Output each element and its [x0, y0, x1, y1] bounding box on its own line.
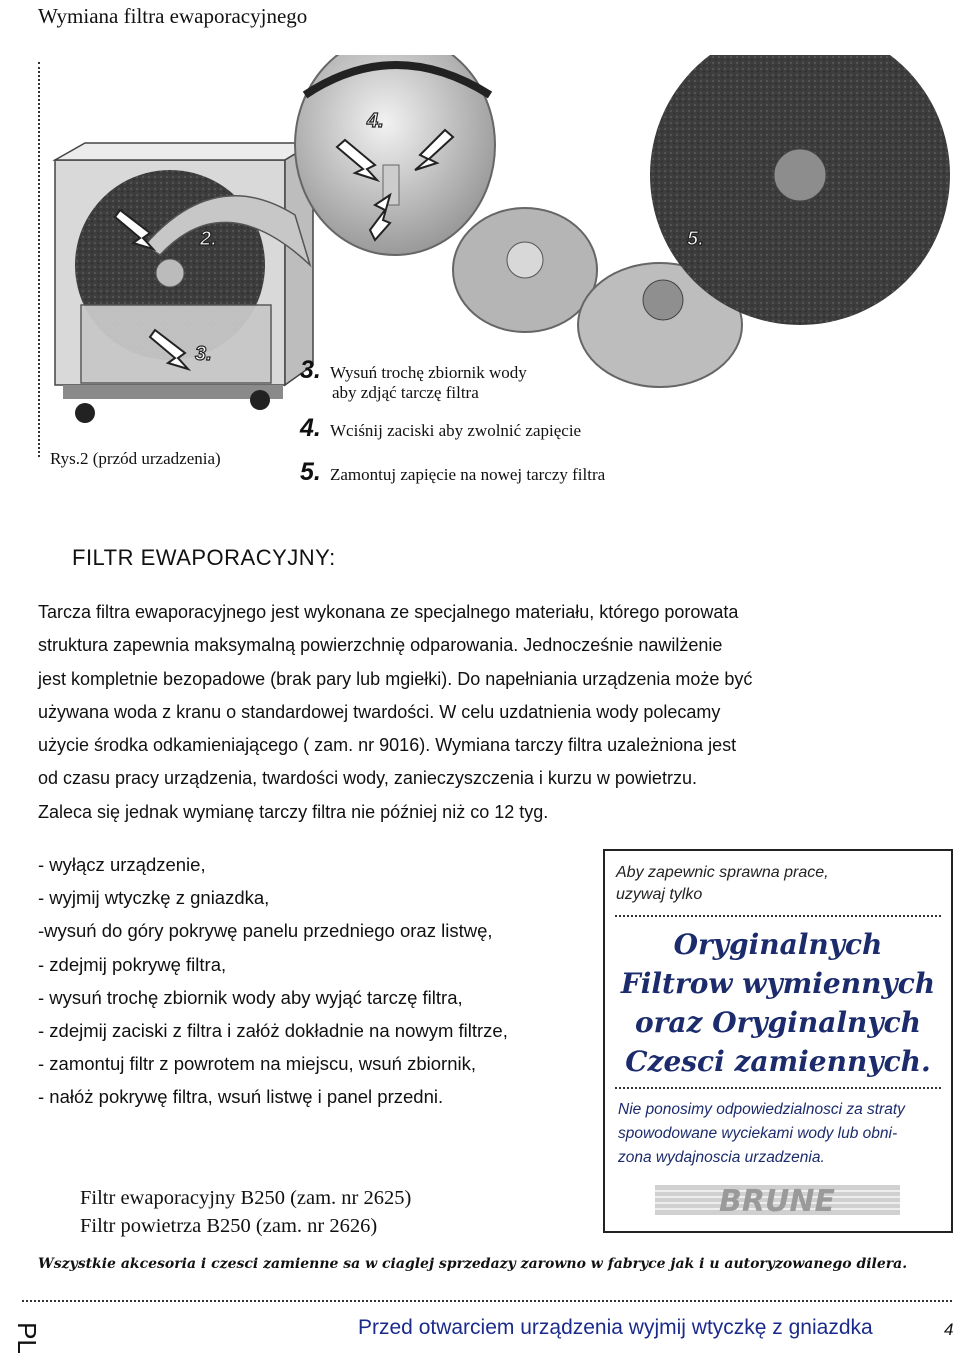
humidifier-body — [55, 143, 313, 423]
filter-order-numbers — [80, 1184, 411, 1240]
accessories-note: Wszystkie akcesoria i czesci zamienne sa w ciaglej sprzedazy zarowno w fabryce jak i u autoryzowanego dilera. — [38, 1256, 908, 1272]
filter-line: Filtr ewaporacyjny B250 (zam. nr 2625) — [80, 1187, 412, 1209]
step-3 — [300, 356, 527, 385]
brune-logo — [655, 1181, 900, 1219]
page-number: 4 — [944, 1320, 954, 1339]
list-item: - wyjmij wtyczkę z gniazdka, — [38, 887, 270, 909]
notice-intro: Aby zapewnic sprawna prace, uzywaj tylko — [616, 864, 829, 903]
paragraph-line: jest kompletnie bezopadowe (brak pary lub mgiełki). Do napełniania urządzenia może być — [38, 668, 753, 689]
original-parts-notice — [603, 849, 953, 1233]
step-text: Wysuń trochę zbiornik wody — [330, 363, 527, 382]
step-text: Wciśnij zaciski aby zwolnić zapięcie — [330, 421, 582, 440]
notice-disclaimer: Nie ponosimy odpowiedzialnosci za straty spowodowane wyciekami wody lub obni- zona wydajnoscia urzadzenia. — [618, 1101, 905, 1166]
step-3-continued: aby zdjąć tarczę filtra — [332, 383, 479, 402]
section-heading: FILTR EWAPORACYJNY: — [72, 545, 336, 570]
filter-replacement-illustration — [45, 55, 955, 445]
language-tag: PL — [12, 1322, 42, 1354]
step-5 — [300, 458, 605, 487]
notice-divider — [615, 1087, 941, 1089]
logo-text: BRUNE — [719, 1184, 835, 1219]
step-4 — [300, 414, 581, 443]
list-item: - wysuń trochę zbiornik wody aby wyjąć tarczę filtra, — [38, 986, 463, 1008]
paragraph-line: Zaleca się jednak wymianę tarczy filtra nie później niż co 12 tyg. — [38, 801, 549, 822]
step-text: Zamontuj zapięcie na nowej tarczy filtra — [330, 465, 606, 484]
figure-label-5: 5. — [687, 228, 704, 250]
step-text: Zdejmij pokrywę filtra — [82, 99, 237, 118]
footer-dotted-rule — [22, 1300, 952, 1302]
list-item: - zdejmij pokrywę filtra, — [38, 953, 227, 975]
notice-headline: Oryginalnych Filtrow wymiennych oraz Oryginalnych Czesci zamiennych. — [620, 928, 936, 1078]
figure-caption: Rys.2 (przód urzadzenia) — [50, 449, 221, 468]
left-dotted-rule — [38, 62, 40, 457]
paragraph-line: struktura zapewnia maksymalną powierzchnię odparowania. Jednocześnie nawilżenie — [38, 635, 723, 656]
step-number: 1. — [52, 62, 73, 90]
step-number: 4. — [300, 414, 321, 442]
filter-line: Filtr powietrza B250 (zam. nr 2626) — [80, 1215, 378, 1237]
figure-label-4: 4. — [367, 110, 384, 132]
paragraph-line: użycie środka odkamieniającego ( zam. nr 9016). Wymiana tarczy filtra uzależniona jest — [38, 735, 737, 756]
page-title: Wymiana filtra ewaporacyjnego — [38, 4, 308, 28]
filter-clip-disc — [295, 55, 495, 255]
description-paragraph — [38, 596, 918, 829]
list-item: -wysuń do góry pokrywę panelu przedniego oraz listwę, — [38, 920, 493, 942]
figure-label-3: 3. — [195, 343, 212, 365]
paragraph-line: używana woda z kranu o standardowej twardości. W celu uzdatnienia wody polecamy — [38, 701, 721, 722]
paragraph-line: Tarcza filtra ewaporacyjnego jest wykonana ze specjalnego materiału, którego porowata — [38, 602, 739, 622]
list-item: - zamontuj filtr z powrotem na miejscu, wsuń zbiornik, — [38, 1053, 476, 1075]
list-item: - wyłącz urządzenie, — [38, 854, 206, 875]
list-item: - nałóż pokrywę filtra, wsuń listwę i panel przedni. — [38, 1086, 444, 1108]
instruction-list — [38, 848, 508, 1114]
step-number: 5. — [300, 458, 321, 486]
figure-label-2: 2. — [200, 228, 217, 250]
notice-divider — [615, 915, 941, 917]
step-number: 2. — [52, 92, 73, 120]
safety-warning: Przed otwarciem urządzenia wyjmij wtyczkę z gniazdka — [358, 1316, 873, 1339]
paragraph-line: od czasu pracy urządzenia, twardości wody, zanieczyszczenia i kurzu w powietrzu. — [38, 768, 697, 789]
list-item: - zdejmij zaciski z filtra i załóż dokładnie na nowym filtrze, — [38, 1020, 508, 1042]
step-number: 3. — [300, 356, 321, 384]
step-text: Zdejmij pokrywę — [82, 69, 200, 88]
